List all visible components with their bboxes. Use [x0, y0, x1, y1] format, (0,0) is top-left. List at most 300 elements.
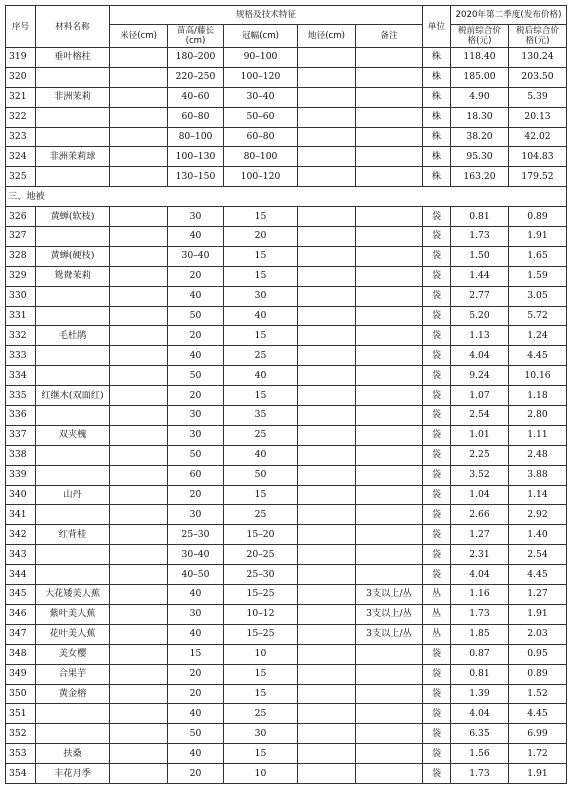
table-row: [6, 107, 567, 127]
cell-mijing: [110, 48, 168, 68]
cell-name: 双夹槐: [36, 425, 110, 445]
cell-crown: 15: [224, 684, 298, 704]
cell-height: 20: [168, 485, 224, 505]
cell-unit: 袋: [423, 286, 451, 306]
cell-remark: [356, 425, 423, 445]
cell-post: 0.89: [509, 207, 567, 227]
cell-pre: 1.16: [451, 585, 509, 605]
cell-unit: 袋: [423, 505, 451, 525]
cell-dijing: [298, 525, 356, 545]
section-row: [6, 187, 567, 207]
cell-height: 40: [168, 704, 224, 724]
cell-dijing: [298, 306, 356, 326]
cell-height: 40: [168, 286, 224, 306]
cell-seq: 348: [6, 644, 36, 664]
cell-pre: 1.07: [451, 386, 509, 406]
cell-pre: 38.20: [451, 127, 509, 147]
cell-height: 40: [168, 624, 224, 644]
cell-seq: 320: [6, 67, 36, 87]
cell-dijing: [298, 604, 356, 624]
cell-dijing: [298, 465, 356, 485]
cell-unit: 袋: [423, 684, 451, 704]
cell-mijing: [110, 744, 168, 764]
cell-mijing: [110, 704, 168, 724]
cell-name: [36, 724, 110, 744]
cell-remark: [356, 227, 423, 247]
cell-seq: 346: [6, 604, 36, 624]
cell-remark: [356, 167, 423, 187]
cell-pre: 1.13: [451, 326, 509, 346]
cell-crown: 15: [224, 207, 298, 227]
cell-dijing: [298, 366, 356, 386]
cell-seq: 319: [6, 48, 36, 68]
table-row: [6, 286, 567, 306]
cell-pre: 1.56: [451, 744, 509, 764]
cell-name: 毛杜鹃: [36, 326, 110, 346]
cell-pre: 163.20: [451, 167, 509, 187]
cell-height: 60: [168, 465, 224, 485]
cell-unit: 株: [423, 167, 451, 187]
cell-remark: [356, 306, 423, 326]
cell-height: 40: [168, 585, 224, 605]
cell-pre: 1.44: [451, 266, 509, 286]
cell-name: 黄蝉(软枝): [36, 207, 110, 227]
table-row: [6, 366, 567, 386]
cell-mijing: [110, 207, 168, 227]
cell-crown: 15–25: [224, 624, 298, 644]
cell-pre: 2.31: [451, 545, 509, 565]
cell-name: [36, 366, 110, 386]
cell-mijing: [110, 485, 168, 505]
cell-post: 4.45: [509, 565, 567, 585]
table-row: [6, 505, 567, 525]
cell-crown: 20–25: [224, 545, 298, 565]
cell-seq: 353: [6, 744, 36, 764]
cell-name: [36, 67, 110, 87]
table-row: [6, 684, 567, 704]
cell-crown: 25: [224, 505, 298, 525]
cell-unit: 袋: [423, 764, 451, 784]
table-row: [6, 48, 567, 68]
cell-pre: 1.04: [451, 485, 509, 505]
cell-seq: 344: [6, 565, 36, 585]
cell-dijing: [298, 48, 356, 68]
cell-remark: [356, 565, 423, 585]
cell-name: 花叶美人蕉: [36, 624, 110, 644]
cell-dijing: [298, 67, 356, 87]
cell-post: 1.18: [509, 386, 567, 406]
header-pre-tax: 税前综合价 格(元): [451, 25, 509, 48]
cell-name: [36, 545, 110, 565]
cell-seq: 343: [6, 545, 36, 565]
cell-name: 黄金榕: [36, 684, 110, 704]
cell-post: 2.03: [509, 624, 567, 644]
cell-height: 40–50: [168, 565, 224, 585]
cell-crown: 15: [224, 326, 298, 346]
cell-height: 20: [168, 664, 224, 684]
cell-crown: 20: [224, 227, 298, 247]
table-row: [6, 147, 567, 167]
cell-seq: 345: [6, 585, 36, 605]
cell-unit: 袋: [423, 386, 451, 406]
table-body-groundcover: [6, 207, 567, 784]
cell-mijing: [110, 505, 168, 525]
cell-pre: 0.81: [451, 664, 509, 684]
cell-mijing: [110, 565, 168, 585]
cell-name: [36, 167, 110, 187]
cell-pre: 4.04: [451, 346, 509, 366]
cell-dijing: [298, 386, 356, 406]
cell-remark: [356, 545, 423, 565]
cell-post: 1.11: [509, 425, 567, 445]
cell-pre: 1.73: [451, 604, 509, 624]
cell-post: 1.65: [509, 246, 567, 266]
cell-pre: 2.25: [451, 445, 509, 465]
cell-crown: 10: [224, 764, 298, 784]
cell-seq: 333: [6, 346, 36, 366]
header-spec-group: 规格及技术特征: [110, 6, 423, 25]
table-row: [6, 485, 567, 505]
cell-remark: [356, 406, 423, 426]
table-row: [6, 585, 567, 605]
cell-crown: 60–80: [224, 127, 298, 147]
cell-post: 1.91: [509, 227, 567, 247]
cell-name: 合果芋: [36, 664, 110, 684]
table-row: [6, 406, 567, 426]
cell-unit: 袋: [423, 525, 451, 545]
cell-dijing: [298, 445, 356, 465]
cell-unit: 袋: [423, 366, 451, 386]
cell-crown: 40: [224, 306, 298, 326]
cell-remark: [356, 505, 423, 525]
cell-remark: [356, 346, 423, 366]
cell-height: 60–80: [168, 107, 224, 127]
cell-pre: 95.30: [451, 147, 509, 167]
cell-height: 20: [168, 326, 224, 346]
cell-remark: [356, 724, 423, 744]
cell-post: 1.72: [509, 744, 567, 764]
cell-crown: 100–120: [224, 167, 298, 187]
cell-pre: 1.27: [451, 525, 509, 545]
cell-dijing: [298, 227, 356, 247]
cell-name: 山丹: [36, 485, 110, 505]
cell-crown: 80–100: [224, 147, 298, 167]
cell-seq: 339: [6, 465, 36, 485]
cell-remark: [356, 684, 423, 704]
cell-dijing: [298, 107, 356, 127]
cell-name: [36, 286, 110, 306]
cell-mijing: [110, 585, 168, 605]
cell-name: [36, 505, 110, 525]
cell-seq: 334: [6, 366, 36, 386]
cell-remark: [356, 286, 423, 306]
table-row: [6, 744, 567, 764]
table-row: [6, 545, 567, 565]
cell-name: 黄蝉(硬枝): [36, 246, 110, 266]
cell-dijing: [298, 485, 356, 505]
cell-crown: 25: [224, 346, 298, 366]
cell-post: 2.48: [509, 445, 567, 465]
table-row: [6, 67, 567, 87]
cell-name: [36, 406, 110, 426]
table-row: [6, 127, 567, 147]
cell-mijing: [110, 664, 168, 684]
table-row: [6, 465, 567, 485]
cell-seq: 327: [6, 227, 36, 247]
cell-dijing: [298, 624, 356, 644]
cell-crown: 25: [224, 704, 298, 724]
cell-seq: 325: [6, 167, 36, 187]
table-row: [6, 326, 567, 346]
cell-height: 30: [168, 505, 224, 525]
cell-unit: 袋: [423, 346, 451, 366]
cell-dijing: [298, 724, 356, 744]
cell-crown: 15: [224, 664, 298, 684]
cell-seq: 330: [6, 286, 36, 306]
cell-mijing: [110, 246, 168, 266]
cell-name: [36, 227, 110, 247]
table-row: [6, 604, 567, 624]
cell-unit: 株: [423, 147, 451, 167]
cell-mijing: [110, 147, 168, 167]
cell-unit: 袋: [423, 644, 451, 664]
table-row: [6, 644, 567, 664]
cell-name: [36, 445, 110, 465]
cell-remark: [356, 127, 423, 147]
cell-remark: [356, 87, 423, 107]
cell-remark: 3支以上/丛: [356, 604, 423, 624]
table-row: [6, 346, 567, 366]
cell-crown: 15: [224, 266, 298, 286]
cell-post: 1.59: [509, 266, 567, 286]
cell-seq: 341: [6, 505, 36, 525]
cell-dijing: [298, 346, 356, 366]
cell-dijing: [298, 764, 356, 784]
cell-remark: [356, 764, 423, 784]
cell-mijing: [110, 764, 168, 784]
cell-seq: 340: [6, 485, 36, 505]
header-height: 苗高/藤长 (cm): [168, 25, 224, 48]
cell-pre: 1.39: [451, 684, 509, 704]
cell-mijing: [110, 87, 168, 107]
cell-pre: 185.00: [451, 67, 509, 87]
cell-post: 10.16: [509, 366, 567, 386]
cell-name: 大花矮美人蕉: [36, 585, 110, 605]
table-row: [6, 246, 567, 266]
cell-mijing: [110, 386, 168, 406]
cell-height: 20: [168, 764, 224, 784]
cell-dijing: [298, 684, 356, 704]
table-body-trees: [6, 48, 567, 187]
cell-dijing: [298, 326, 356, 346]
cell-pre: 1.85: [451, 624, 509, 644]
cell-crown: 10–12: [224, 604, 298, 624]
cell-mijing: [110, 525, 168, 545]
cell-crown: 15: [224, 386, 298, 406]
cell-name: [36, 704, 110, 724]
table-row: [6, 445, 567, 465]
cell-post: 2.92: [509, 505, 567, 525]
cell-name: 美女樱: [36, 644, 110, 664]
cell-pre: 0.87: [451, 644, 509, 664]
cell-crown: 25: [224, 425, 298, 445]
cell-crown: 30–40: [224, 87, 298, 107]
cell-seq: 337: [6, 425, 36, 445]
cell-post: 42.02: [509, 127, 567, 147]
cell-unit: 株: [423, 48, 451, 68]
cell-mijing: [110, 346, 168, 366]
cell-pre: 4.04: [451, 565, 509, 585]
cell-pre: 18.30: [451, 107, 509, 127]
cell-unit: 袋: [423, 306, 451, 326]
cell-crown: 30: [224, 724, 298, 744]
cell-mijing: [110, 425, 168, 445]
cell-unit: 袋: [423, 704, 451, 724]
cell-name: 非洲茉莉球: [36, 147, 110, 167]
cell-unit: 丛: [423, 624, 451, 644]
cell-unit: 株: [423, 67, 451, 87]
cell-seq: 329: [6, 266, 36, 286]
table-row: [6, 227, 567, 247]
cell-seq: 328: [6, 246, 36, 266]
cell-seq: 351: [6, 704, 36, 724]
cell-crown: 15: [224, 246, 298, 266]
cell-pre: 1.01: [451, 425, 509, 445]
cell-post: 203.50: [509, 67, 567, 87]
cell-seq: 332: [6, 326, 36, 346]
cell-height: 50: [168, 306, 224, 326]
table-row: [6, 704, 567, 724]
cell-remark: [356, 246, 423, 266]
cell-unit: 袋: [423, 664, 451, 684]
cell-seq: 349: [6, 664, 36, 684]
cell-mijing: [110, 127, 168, 147]
cell-crown: 15–25: [224, 585, 298, 605]
cell-unit: 袋: [423, 207, 451, 227]
cell-height: 30: [168, 406, 224, 426]
cell-mijing: [110, 724, 168, 744]
cell-remark: [356, 386, 423, 406]
table-row: [6, 266, 567, 286]
cell-post: 1.24: [509, 326, 567, 346]
table-row: [6, 167, 567, 187]
cell-mijing: [110, 545, 168, 565]
cell-name: 红继木(双面红): [36, 386, 110, 406]
cell-height: 30–40: [168, 545, 224, 565]
cell-mijing: [110, 445, 168, 465]
cell-seq: 321: [6, 87, 36, 107]
price-table: [5, 5, 567, 784]
cell-post: 5.39: [509, 87, 567, 107]
header-price-group: 2020年第二季度(发布价格): [451, 6, 567, 25]
cell-mijing: [110, 684, 168, 704]
cell-dijing: [298, 585, 356, 605]
cell-dijing: [298, 545, 356, 565]
cell-pre: 4.90: [451, 87, 509, 107]
cell-remark: [356, 266, 423, 286]
cell-crown: 10: [224, 644, 298, 664]
cell-seq: 331: [6, 306, 36, 326]
cell-remark: [356, 326, 423, 346]
cell-height: 180–200: [168, 48, 224, 68]
cell-height: 40: [168, 346, 224, 366]
cell-post: 1.40: [509, 525, 567, 545]
cell-post: 2.80: [509, 406, 567, 426]
cell-height: 20: [168, 266, 224, 286]
cell-crown: 50–60: [224, 107, 298, 127]
cell-post: 1.91: [509, 604, 567, 624]
cell-post: 0.95: [509, 644, 567, 664]
cell-unit: 株: [423, 87, 451, 107]
cell-post: 0.89: [509, 664, 567, 684]
cell-crown: 40: [224, 445, 298, 465]
table-row: [6, 207, 567, 227]
cell-height: 40: [168, 227, 224, 247]
cell-mijing: [110, 406, 168, 426]
cell-name: [36, 107, 110, 127]
cell-unit: 袋: [423, 246, 451, 266]
cell-seq: 354: [6, 764, 36, 784]
cell-height: 20: [168, 386, 224, 406]
cell-height: 50: [168, 724, 224, 744]
cell-unit: 袋: [423, 485, 451, 505]
cell-remark: [356, 366, 423, 386]
cell-dijing: [298, 266, 356, 286]
cell-dijing: [298, 664, 356, 684]
cell-unit: 袋: [423, 545, 451, 565]
cell-pre: 1.73: [451, 227, 509, 247]
cell-crown: 15: [224, 744, 298, 764]
cell-unit: 袋: [423, 425, 451, 445]
cell-crown: 25–30: [224, 565, 298, 585]
cell-pre: 4.04: [451, 704, 509, 724]
cell-height: 80–100: [168, 127, 224, 147]
cell-dijing: [298, 744, 356, 764]
cell-dijing: [298, 565, 356, 585]
cell-mijing: [110, 465, 168, 485]
cell-dijing: [298, 87, 356, 107]
cell-unit: 袋: [423, 227, 451, 247]
cell-post: 2.54: [509, 545, 567, 565]
cell-post: 1.52: [509, 684, 567, 704]
cell-unit: 袋: [423, 724, 451, 744]
cell-mijing: [110, 67, 168, 87]
cell-seq: 322: [6, 107, 36, 127]
cell-pre: 2.54: [451, 406, 509, 426]
cell-remark: [356, 664, 423, 684]
cell-crown: 30: [224, 286, 298, 306]
cell-name: 扶桑: [36, 744, 110, 764]
cell-unit: 株: [423, 127, 451, 147]
cell-pre: 2.66: [451, 505, 509, 525]
header-seq: 序号: [6, 6, 36, 48]
cell-remark: [356, 744, 423, 764]
table-section: [6, 187, 567, 207]
table-row: [6, 306, 567, 326]
cell-pre: 5.20: [451, 306, 509, 326]
cell-unit: 袋: [423, 465, 451, 485]
cell-name: [36, 565, 110, 585]
cell-remark: [356, 147, 423, 167]
cell-unit: 袋: [423, 565, 451, 585]
cell-unit: 袋: [423, 326, 451, 346]
cell-seq: 338: [6, 445, 36, 465]
cell-height: 20: [168, 684, 224, 704]
table-row: [6, 624, 567, 644]
cell-pre: 118.40: [451, 48, 509, 68]
cell-crown: 90–100: [224, 48, 298, 68]
cell-name: 非洲茉莉: [36, 87, 110, 107]
